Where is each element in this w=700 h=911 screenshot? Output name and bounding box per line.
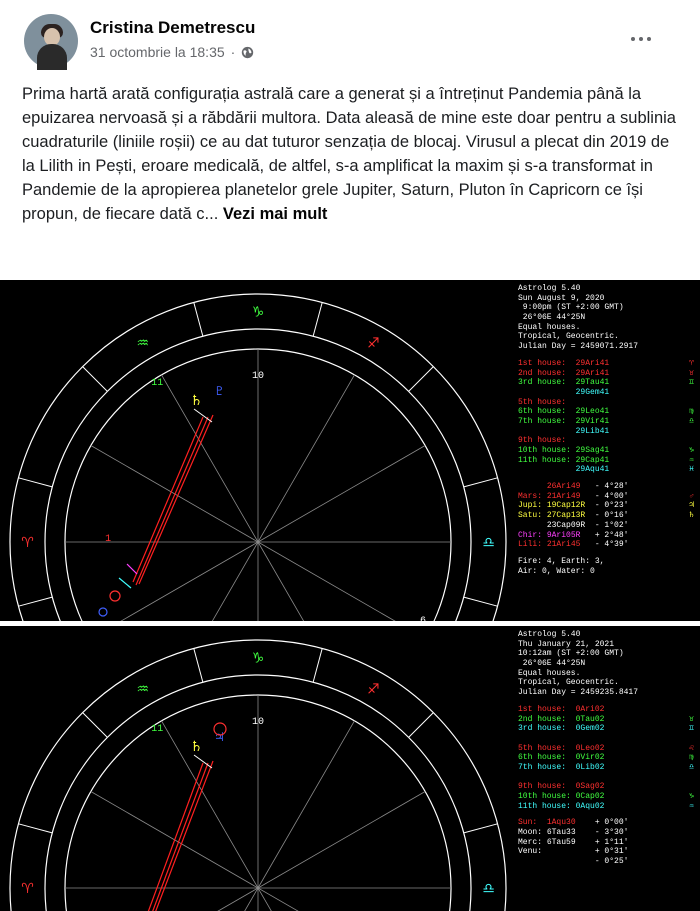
element-count: Fire: 4, Earth: 3, bbox=[518, 556, 605, 566]
house-cusp-line bbox=[162, 721, 259, 888]
sign-divider bbox=[409, 367, 434, 392]
house-number-label: 1 bbox=[105, 533, 112, 545]
house-row bbox=[518, 446, 700, 456]
zodiac-sign-icon: ♈ bbox=[689, 358, 694, 368]
author-name[interactable]: Cristina Demetrescu bbox=[90, 18, 256, 37]
planet-latitude: + 1°11' bbox=[594, 837, 629, 847]
house-value: 29Vir41 bbox=[575, 416, 610, 426]
planet-latitude: - 0°25' bbox=[594, 857, 629, 867]
house-label: 2nd house: bbox=[518, 368, 576, 378]
planet-label bbox=[518, 482, 547, 491]
zodiac-sign-icon: ♊ bbox=[689, 724, 694, 734]
house-value: 0Sag02 bbox=[575, 782, 605, 792]
sign-divider bbox=[464, 824, 498, 833]
house-label: 1st house: bbox=[518, 704, 576, 714]
panel-header-line: Tropical, Geocentric. bbox=[518, 332, 619, 342]
planet-latitude: - 3°30' bbox=[594, 828, 629, 838]
house-cusp-line bbox=[258, 792, 425, 889]
element-count: Air: 0, Water: 0 bbox=[518, 566, 595, 576]
aquarius-icon: ♒ bbox=[136, 335, 150, 352]
planet-label: Merc: bbox=[518, 837, 547, 847]
sign-divider bbox=[83, 367, 108, 392]
house-cusp-line bbox=[162, 375, 259, 542]
sign-divider bbox=[18, 478, 52, 487]
zodiac-sign-icon: ♓ bbox=[689, 465, 694, 475]
user-avatar[interactable] bbox=[24, 14, 78, 68]
zodiac-sign-icon: ♍ bbox=[689, 753, 694, 763]
house-row bbox=[518, 465, 700, 475]
libra-icon: ♎ bbox=[482, 535, 495, 551]
house-label bbox=[518, 465, 576, 474]
house-label: 9th house: bbox=[518, 436, 576, 446]
node-glyph-icon bbox=[119, 578, 131, 588]
square-aspect-line bbox=[139, 415, 213, 584]
house-label: 11th house: bbox=[518, 801, 576, 811]
sagittarius-icon: ♐ bbox=[366, 335, 380, 352]
house-row bbox=[518, 388, 700, 398]
planet-position: 21Ari45 bbox=[546, 540, 595, 550]
saturn-glyph-icon: ♄ bbox=[190, 739, 203, 755]
house-value: 29Aqu41 bbox=[575, 465, 610, 475]
mars-glyph-icon bbox=[110, 591, 120, 601]
see-more-link[interactable]: Vezi mai mult bbox=[222, 205, 328, 223]
house-label: 7th house: bbox=[518, 416, 576, 426]
panel-header-line: Equal houses. bbox=[518, 322, 581, 332]
house-label bbox=[518, 388, 576, 397]
pluto-glyph-icon: ♃ bbox=[214, 730, 225, 744]
planet-row bbox=[518, 828, 700, 838]
house-row bbox=[518, 773, 700, 783]
house-row bbox=[518, 715, 700, 725]
house-cusp-line bbox=[91, 446, 258, 543]
post-meta bbox=[90, 44, 254, 60]
panel-header-line: Julian Day = 2459235.8417 bbox=[518, 688, 639, 698]
zodiac-sign-icon: ♍ bbox=[689, 407, 694, 417]
panel-header-line: Tropical, Geocentric. bbox=[518, 678, 619, 688]
planet-row bbox=[518, 818, 700, 828]
house-row bbox=[518, 724, 700, 734]
house-row bbox=[518, 734, 700, 744]
conjunction-line bbox=[194, 409, 212, 422]
avatar-body bbox=[37, 44, 67, 70]
sign-divider bbox=[464, 478, 498, 487]
astrology-chart-2[interactable] bbox=[0, 626, 700, 911]
house-value: 0Cap02 bbox=[575, 792, 605, 801]
conjunction-line bbox=[194, 755, 212, 768]
house-row bbox=[518, 359, 700, 369]
saturn-glyph-icon: ♄ bbox=[190, 393, 203, 409]
zodiac-sign-icon: ♒ bbox=[689, 455, 694, 465]
house-value: 29Sag41 bbox=[575, 446, 610, 455]
planet-position: 19Cap12R bbox=[546, 501, 595, 511]
house-row bbox=[518, 782, 700, 792]
zodiac-sign-icon: ♉ bbox=[689, 368, 694, 378]
house-label: 7th house: bbox=[518, 762, 576, 772]
panel-gap bbox=[518, 550, 700, 557]
post-header bbox=[0, 0, 700, 80]
planet-label: Venu: bbox=[518, 847, 547, 857]
planet-row bbox=[518, 521, 700, 531]
house-value: 29Ari41 bbox=[575, 358, 610, 368]
sign-divider bbox=[194, 648, 203, 682]
planet-latitude: - 1°02' bbox=[594, 520, 629, 530]
house-label: 6th house: bbox=[518, 407, 576, 417]
house-cusp-line bbox=[258, 721, 355, 888]
planet-row bbox=[518, 857, 700, 867]
house-row bbox=[518, 369, 700, 379]
house-value: 29Ari41 bbox=[575, 368, 610, 378]
house-value: 29Leo41 bbox=[575, 407, 610, 417]
aries-icon: ♈ bbox=[21, 535, 34, 551]
planet-row bbox=[518, 482, 700, 492]
astrology-wheel bbox=[0, 280, 512, 621]
panel-header-line: 26°06E 44°25N bbox=[518, 659, 586, 669]
capricorn-icon: ♑ bbox=[251, 304, 265, 321]
square-aspect-line bbox=[136, 417, 208, 585]
planet-position bbox=[547, 847, 595, 856]
sign-divider bbox=[194, 302, 203, 336]
zodiac-sign-icon: ♑ bbox=[689, 792, 694, 801]
house-label: 3rd house: bbox=[518, 378, 576, 388]
post-text bbox=[22, 82, 682, 226]
house-row bbox=[518, 417, 700, 427]
libra-icon: ♎ bbox=[482, 881, 495, 897]
planet-label: Jupi: bbox=[518, 501, 547, 511]
post-timestamp[interactable]: 31 octombrie la 18:35 bbox=[90, 44, 225, 60]
chart-data-panel bbox=[512, 280, 700, 621]
sign-divider bbox=[18, 824, 52, 833]
aquarius-icon: ♒ bbox=[136, 681, 150, 698]
square-aspect-line bbox=[136, 763, 208, 911]
pluto-glyph-icon: ♇ bbox=[214, 384, 225, 398]
planet-row bbox=[518, 540, 700, 550]
house-row bbox=[518, 398, 700, 408]
house-value: 0Vir02 bbox=[575, 753, 605, 763]
house-label bbox=[518, 773, 576, 782]
zodiac-sign-icon: ♒ bbox=[689, 801, 694, 811]
house-row bbox=[518, 792, 700, 802]
house-number-label: 11 bbox=[151, 723, 164, 735]
planet-label: Lili: bbox=[518, 540, 547, 550]
planet-label: Sun: bbox=[518, 818, 547, 828]
house-label: 11th house: bbox=[518, 455, 576, 465]
zodiac-sign-icon: ♉ bbox=[689, 714, 694, 724]
house-label: 5th house: bbox=[518, 397, 576, 407]
house-value: 0Leo02 bbox=[575, 743, 605, 753]
sign-divider bbox=[464, 597, 498, 606]
sign-divider bbox=[409, 713, 434, 738]
house-cusp-line bbox=[91, 888, 258, 911]
panel-header-line: 9:00pm (ST +2:00 GMT) bbox=[518, 303, 624, 313]
aries-icon: ♈ bbox=[21, 881, 34, 897]
house-number-label: 11 bbox=[151, 377, 164, 389]
planet-position bbox=[547, 857, 595, 866]
house-label: 2nd house: bbox=[518, 714, 576, 724]
planet-position: 6Tau59 bbox=[546, 837, 595, 847]
planet-glyph-icon: ♃ bbox=[689, 501, 694, 511]
meta-separator: · bbox=[230, 44, 236, 60]
post-body: Prima hartă arată configurația astrală care a generat și a întreținut Pandemia până la epuizarea nervoasă și a răbdării multora. Data aleasă de mine este doar pentru a sublinia cuadraturile (liniile roșii) ce au dat tuturor senzația de blocaj. Virusul a plecat din 2019 de la Lilith in Pești, eroare medicală, de altfel, s-a amplificat la maxim și s-a transformat in Pandemie de la apropierea planetelor grele Jupiter, Saturn, Pluton în Capricorn ce își propun, de fiecare dată c... bbox=[22, 85, 676, 223]
planet-position: 9Ari05R bbox=[546, 530, 595, 540]
planet-latitude: - 0°23' bbox=[594, 501, 629, 511]
house-label bbox=[518, 734, 576, 743]
planet-row bbox=[518, 531, 700, 541]
planet-row bbox=[518, 838, 700, 848]
planet-latitude: + 0°00' bbox=[594, 818, 629, 828]
house-label: 10th house: bbox=[518, 792, 576, 801]
planet-row bbox=[518, 492, 700, 502]
house-label: 6th house: bbox=[518, 753, 576, 763]
panel-gap bbox=[518, 698, 700, 705]
panel-header-line: 10:12am (ST +2:00 GMT) bbox=[518, 649, 624, 659]
house-value: 29Gem41 bbox=[575, 387, 610, 397]
house-label: 1st house: bbox=[518, 358, 576, 368]
house-row bbox=[518, 456, 700, 466]
house-cusp-line bbox=[258, 375, 355, 542]
planet-label: Moon: bbox=[518, 828, 547, 838]
zodiac-sign-icon: ♎ bbox=[689, 416, 694, 426]
house-number-label: 10 bbox=[251, 717, 265, 728]
panel-header-line: Thu January 21, 2021 bbox=[518, 639, 615, 649]
house-label: 3rd house: bbox=[518, 724, 576, 734]
panel-header-line: Sun August 9, 2020 bbox=[518, 293, 605, 303]
planet-row bbox=[518, 847, 700, 857]
house-value: 0Tau02 bbox=[575, 714, 605, 724]
house-label: 9th house: bbox=[518, 782, 576, 792]
planet-position: 1Aqu30 bbox=[546, 818, 595, 828]
planet-glyph-icon: ♄ bbox=[689, 511, 694, 521]
planet-label: Mars: bbox=[518, 491, 547, 501]
house-value: 0Lib02 bbox=[575, 762, 605, 772]
zodiac-sign-icon: ♊ bbox=[689, 378, 694, 388]
house-row bbox=[518, 763, 700, 773]
house-label: 5th house: bbox=[518, 743, 576, 753]
panel-gap bbox=[518, 352, 700, 359]
globe-icon[interactable] bbox=[241, 46, 254, 59]
panel-gap bbox=[518, 811, 700, 818]
square-aspect-line bbox=[133, 763, 203, 911]
planet-position: 21Ari49 bbox=[546, 491, 595, 501]
panel-header-line: Astrolog 5.40 bbox=[518, 284, 581, 293]
house-cusp-line bbox=[258, 888, 355, 911]
house-label: 10th house: bbox=[518, 446, 576, 455]
planet-position: 23Cap09R bbox=[546, 520, 595, 530]
planet-latitude: - 4°39' bbox=[594, 540, 629, 550]
house-value: 29Tau41 bbox=[575, 378, 610, 388]
square-aspect-line bbox=[133, 417, 203, 582]
planet-row bbox=[518, 501, 700, 511]
house-row bbox=[518, 378, 700, 388]
chart-data-panel bbox=[512, 626, 700, 911]
house-value: 29Cap41 bbox=[575, 455, 610, 465]
house-value: 0Ari02 bbox=[575, 704, 605, 714]
planet-position: 6Tau33 bbox=[546, 828, 595, 838]
panel-header-line: Equal houses. bbox=[518, 668, 581, 678]
house-cusp-line bbox=[162, 888, 259, 911]
house-value: 29Lib41 bbox=[575, 426, 610, 436]
panel-header-line: 26°06E 44°25N bbox=[518, 313, 586, 323]
house-cusp-line bbox=[258, 446, 425, 543]
planet-latitude: - 0°16' bbox=[594, 511, 629, 521]
sign-divider bbox=[83, 713, 108, 738]
planet-label bbox=[518, 521, 547, 530]
house-cusp-line bbox=[258, 888, 425, 911]
house-label bbox=[518, 427, 576, 436]
house-row bbox=[518, 427, 700, 437]
planet-label: Chir: bbox=[518, 530, 547, 540]
house-value: 0Gem02 bbox=[575, 724, 605, 734]
capricorn-icon: ♑ bbox=[251, 650, 265, 667]
zodiac-sign-icon: ♌ bbox=[689, 743, 694, 753]
house-row bbox=[518, 407, 700, 417]
zodiac-sign-icon: ♑ bbox=[689, 446, 694, 455]
planet-latitude: - 4°00' bbox=[594, 491, 629, 501]
panel-gap bbox=[518, 475, 700, 482]
sign-divider bbox=[313, 648, 322, 682]
venus-glyph-icon bbox=[99, 608, 107, 616]
planet-label: Satu: bbox=[518, 511, 547, 521]
more-options-icon[interactable] bbox=[626, 28, 656, 50]
house-row bbox=[518, 802, 700, 812]
astrology-chart-1[interactable] bbox=[0, 280, 700, 621]
chiron-glyph-icon bbox=[127, 564, 137, 574]
sign-divider bbox=[313, 302, 322, 336]
house-number-label: 10 bbox=[251, 371, 265, 382]
house-row bbox=[518, 705, 700, 715]
house-value: 0Aqu02 bbox=[575, 801, 605, 811]
zodiac-sign-icon: ♎ bbox=[689, 762, 694, 772]
panel-header-line: Julian Day = 2459071.2917 bbox=[518, 342, 639, 352]
planet-latitude: + 2°48' bbox=[594, 530, 629, 540]
sagittarius-icon: ♐ bbox=[366, 681, 380, 698]
planet-label bbox=[518, 857, 547, 866]
house-row bbox=[518, 753, 700, 763]
planet-latitude: + 0°31' bbox=[594, 847, 629, 857]
house-row bbox=[518, 436, 700, 446]
planet-row bbox=[518, 511, 700, 521]
planet-latitude: - 4°28' bbox=[594, 482, 629, 492]
planet-position: 27Cap13R bbox=[546, 511, 595, 521]
planet-position: 26Ari49 bbox=[546, 482, 595, 492]
panel-header-line: Astrolog 5.40 bbox=[518, 630, 581, 639]
astrology-wheel bbox=[0, 626, 512, 911]
house-row bbox=[518, 744, 700, 754]
sign-divider bbox=[18, 597, 52, 606]
planet-glyph-icon: ♂ bbox=[689, 491, 694, 501]
